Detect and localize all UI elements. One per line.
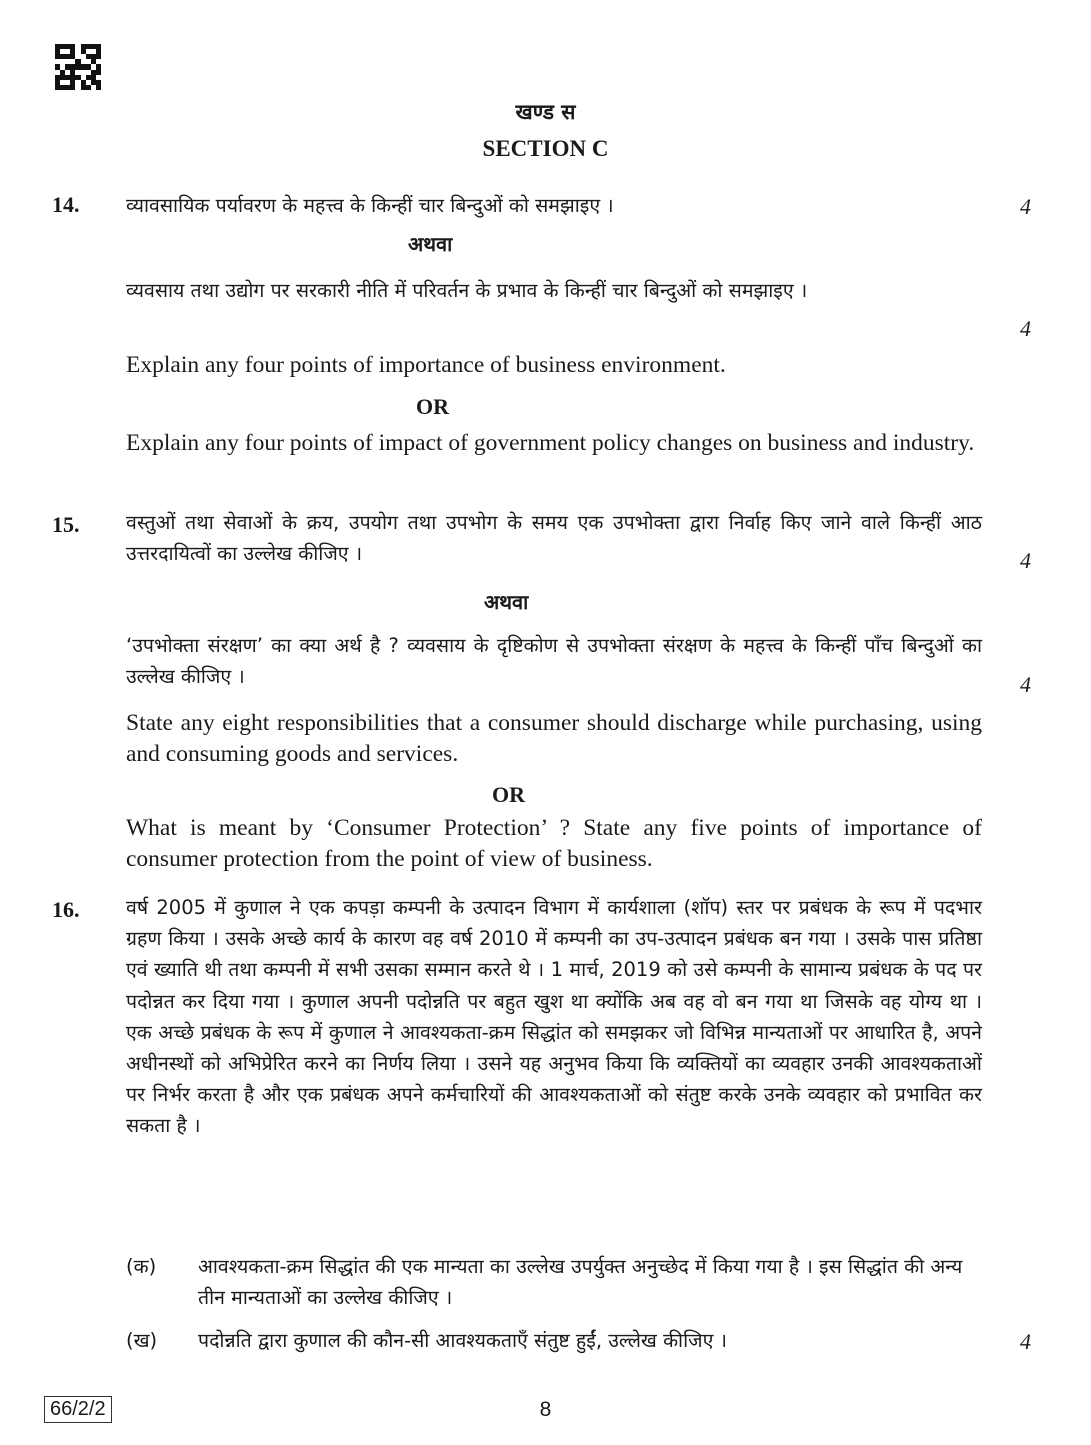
q14-hindi-main: व्यावसायिक पर्यावरण के महत्त्व के किन्हीं चार बिन्दुओं को समझाइए ।	[126, 194, 614, 217]
page-number: 8	[539, 1398, 552, 1421]
section-title-english: SECTION C	[482, 136, 609, 161]
q15-hindi-alt: ‘उपभोक्ता संरक्षण’ का क्या अर्थ है ? व्यवसाय के दृष्टिकोण से उपभोक्ता संरक्षण के महत्त्व के किन्हीं पाँच बिन्दुओं का उल्लेख कीजिए ।	[126, 634, 982, 688]
q14-hindi-alt: व्यवसाय तथा उद्योग पर सरकारी नीति में परिवर्तन के प्रभाव के किन्हीं चार बिन्दुओं को समझाइए ।	[126, 279, 808, 302]
q15-english-alt: What is meant by ‘Consumer Protection’ ? State any five points of importance of consumer protection from the point of view of business.	[126, 815, 982, 872]
q15-or-hindi: अथवा	[484, 590, 529, 614]
q16-sub-b-label: (ख)	[126, 1329, 158, 1352]
q16-sub-b-text: पदोन्नति द्वारा कुणाल की कौन-सी आवश्यकताएँ संतुष्ट हुईं, उल्लेख कीजिए ।	[198, 1329, 728, 1352]
q14-or-hindi: अथवा	[408, 232, 453, 256]
q16-sub-a-text: आवश्यकता-क्रम सिद्धांत की एक मान्यता का उल्लेख उपर्युक्त अनुच्छेद में किया गया है । इस सिद्धांत की अन्य तीन मान्यताओं का उल्लेख कीजिए ।	[198, 1255, 963, 1309]
q16-marks: 4	[1020, 1329, 1031, 1354]
q15-english-main: State any eight responsibilities that a consumer should discharge while purchasing, using and consuming goods and services.	[126, 710, 982, 767]
question-number-15: 15.	[52, 512, 80, 537]
section-title-hindi: खण्ड स	[515, 99, 576, 124]
q14-english-alt: Explain any four points of impact of government policy changes on business and industry.	[126, 430, 975, 456]
question-number-14: 14.	[52, 192, 80, 217]
qr-code-icon	[55, 44, 101, 90]
q14-or-english: OR	[416, 394, 449, 419]
question-number-16: 16.	[52, 897, 80, 922]
q15-hindi-main: वस्तुओं तथा सेवाओं के क्रय, उपयोग तथा उपभोग के समय एक उपभोक्ता द्वारा निर्वाह किए जाने वाले किन्हीं आठ उत्तरदायित्वों का उल्लेख कीजिए ।	[126, 511, 982, 565]
q14-english-main: Explain any four points of importance of business environment.	[126, 352, 726, 378]
q14-marks-main: 4	[1020, 194, 1031, 219]
q16-sub-a-label: (क)	[126, 1255, 157, 1278]
q14-marks-alt: 4	[1020, 316, 1031, 341]
paper-code: 66/2/2	[44, 1396, 112, 1423]
q16-passage: वर्ष 2005 में कुणाल ने एक कपड़ा कम्पनी के उत्पादन विभाग में कार्यशाला (शॉप) स्तर पर प्रबंधक के रूप में पदभार ग्रहण किया । उसके अच्छे कार्य के कारण वह वर्ष 2010 में कम्पनी का उप-उत्पादन प्रबंधक बन गया । उसके पास प्रतिष्ठा एवं ख्याति थी तथा कम्पनी में सभी उसका सम्मान करते थे । 1 मार्च, 2019 को उसे कम्पनी के सामान्य प्रबंधक के पद पर पदोन्नत कर दिया गया । कुणाल अपनी पदोन्नति पर बहुत खुश था क्योंकि अब वह वो बन गया था जिसके वह योग्य था । एक अच्छे प्रबंधक के रूप में कुणाल ने आवश्यकता-क्रम सिद्धांत को समझकर जो विभिन्न मान्यताओं पर आधारित है, अपने अधीनस्थों को अभिप्रेरित करने का निर्णय लिया । उसने यह अनुभव किया कि व्यक्तियों का व्यवहार उनकी आवश्यकताओं पर निर्भर करता है और एक प्रबंधक अपने कर्मचारियों की आवश्यकताओं को संतुष्ट करके उनके व्यवहार को प्रभावित कर सकता है ।	[126, 896, 982, 1138]
q16-sub-a	[126, 1251, 982, 1313]
q15-or-english: OR	[492, 782, 525, 807]
q15-marks-main: 4	[1020, 548, 1031, 573]
q16-sub-b	[126, 1325, 982, 1356]
q15-marks-alt: 4	[1020, 672, 1031, 697]
